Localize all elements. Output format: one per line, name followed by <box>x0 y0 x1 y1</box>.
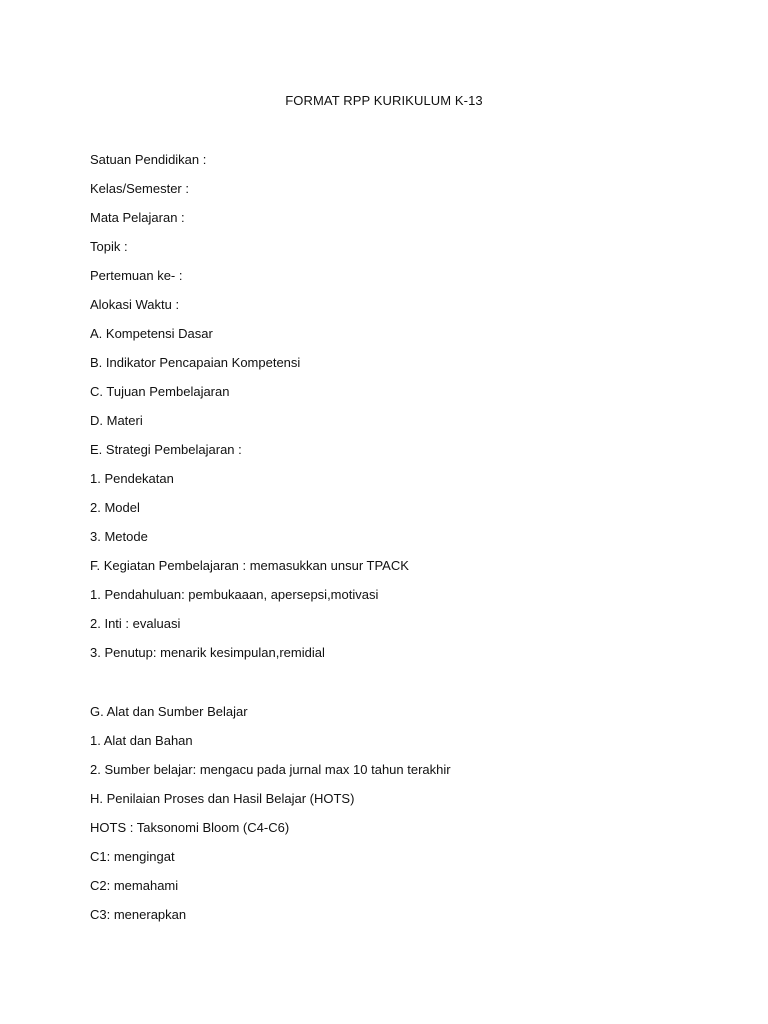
section-b-heading: B. Indikator Pencapaian Kompetensi <box>90 355 301 370</box>
field-mata-pelajaran: Mata Pelajaran : <box>90 210 185 225</box>
list-item: 3. Metode <box>90 529 148 544</box>
list-item: 3. Penutup: menarik kesimpulan,remidial <box>90 645 325 660</box>
field-pertemuan: Pertemuan ke- : <box>90 268 183 283</box>
list-item: 2. Inti : evaluasi <box>90 616 181 631</box>
section-g-heading: G. Alat dan Sumber Belajar <box>90 704 248 719</box>
list-item: 1. Pendekatan <box>90 471 174 486</box>
list-item: 2. Model <box>90 500 140 515</box>
field-satuan-pendidikan: Satuan Pendidikan : <box>90 152 207 167</box>
field-kelas-semester: Kelas/Semester : <box>90 181 189 196</box>
section-c-heading: C. Tujuan Pembelajaran <box>90 384 230 399</box>
list-item: C1: mengingat <box>90 849 175 864</box>
list-item: 2. Sumber belajar: mengacu pada jurnal max 10 tahun terakhir <box>90 762 451 777</box>
section-e-heading: E. Strategi Pembelajaran : <box>90 442 242 457</box>
section-f-heading: F. Kegiatan Pembelajaran : memasukkan unsur TPACK <box>90 558 409 573</box>
field-topik: Topik : <box>90 239 128 254</box>
list-item: 1. Alat dan Bahan <box>90 733 193 748</box>
list-item: 1. Pendahuluan: pembukaaan, apersepsi,motivasi <box>90 587 379 602</box>
section-h-heading: H. Penilaian Proses dan Hasil Belajar (HOTS) <box>90 791 355 806</box>
section-a-heading: A. Kompetensi Dasar <box>90 326 213 341</box>
field-alokasi-waktu: Alokasi Waktu : <box>90 297 180 312</box>
list-item: C3: menerapkan <box>90 907 187 922</box>
list-item: C2: memahami <box>90 878 179 893</box>
document-title: FORMAT RPP KURIKULUM K-13 <box>285 93 483 108</box>
hots-line: HOTS : Taksonomi Bloom (C4-C6) <box>90 820 290 835</box>
section-d-heading: D. Materi <box>90 413 143 428</box>
